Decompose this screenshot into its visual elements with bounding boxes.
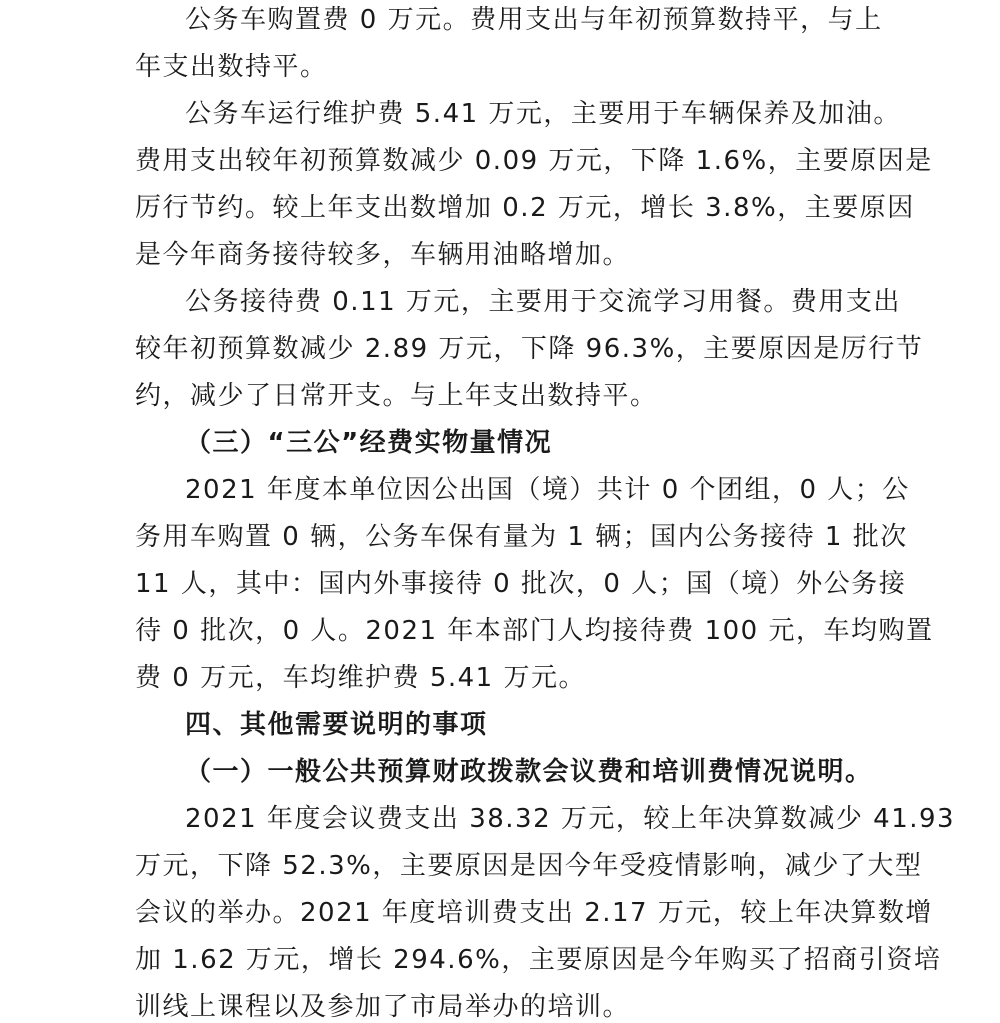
text-line: 年支出数持平。 [135, 52, 328, 82]
text-line: 加 1.62 万元，增长 294.6%，主要原因是今年购买了招商引资培 [135, 945, 942, 975]
text-line: 公务车运行维护费 5.41 万元，主要用于车辆保养及加油。 [185, 99, 901, 129]
text-line: 公务车购置费 0 万元。费用支出与年初预算数持平，与上 [185, 5, 883, 35]
text-line: 务用车购置 0 辆，公务车保有量为 1 辆；国内公务接待 1 批次 [135, 522, 908, 552]
text-line: 公务接待费 0.11 万元，主要用于交流学习用餐。费用支出 [185, 287, 901, 317]
text-line: 万元，下降 52.3%，主要原因是因今年受疫情影响，减少了大型 [135, 851, 923, 881]
text-line: 费 0 万元，车均维护费 5.41 万元。 [135, 663, 586, 693]
section-subheading: （一）一般公共预算财政拨款会议费和培训费情况说明。 [185, 757, 873, 787]
text-line: 是今年商务接待较多，车辆用油略增加。 [135, 240, 631, 270]
text-line: 11 人，其中：国内外事接待 0 批次，0 人；国（境）外公务接 [135, 569, 907, 599]
text-line: 2021 年度会议费支出 38.32 万元，较上年决算数减少 41.93 [185, 804, 956, 834]
text-line: 较年初预算数减少 2.89 万元，下降 96.3%，主要原因是厉行节 [135, 334, 924, 364]
section-subheading: （三）“三公”经费实物量情况 [185, 428, 553, 458]
text-line: 约，减少了日常开支。与上年支出数持平。 [135, 381, 658, 411]
text-line: 训线上课程以及参加了市局举办的培训。 [135, 992, 631, 1022]
text-line: 厉行节约。较上年支出数增加 0.2 万元，增长 3.8%，主要原因 [135, 193, 915, 223]
text-line: 费用支出较年初预算数减少 0.09 万元，下降 1.6%，主要原因是 [135, 146, 933, 176]
section-heading: 四、其他需要说明的事项 [185, 710, 488, 740]
text-line: 待 0 批次，0 人。2021 年本部门人均接待费 100 元，车均购置 [135, 616, 934, 646]
text-line: 会议的举办。2021 年度培训费支出 2.17 万元，较上年决算数增 [135, 898, 933, 928]
text-line: 2021 年度本单位因公出国（境）共计 0 个团组，0 人；公 [185, 475, 910, 505]
